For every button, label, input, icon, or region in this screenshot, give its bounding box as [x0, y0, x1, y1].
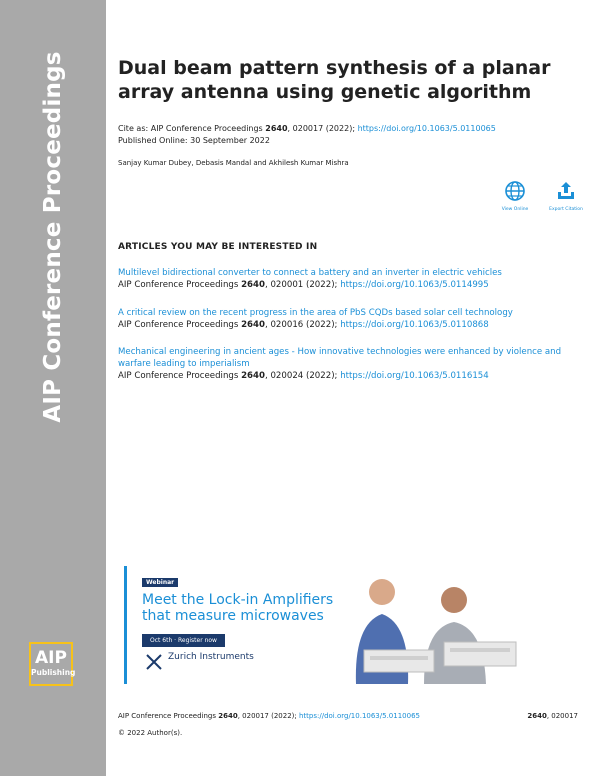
- citation-block: [118, 123, 496, 147]
- footer-journal: AIP Conference Proceedings: [118, 712, 219, 720]
- related-article: [118, 346, 570, 382]
- related-doi-link[interactable]: https://doi.org/10.1063/5.0114995: [340, 280, 489, 290]
- globe-icon: [504, 180, 526, 202]
- related-doi-link[interactable]: https://doi.org/10.1063/5.0116154: [340, 371, 489, 381]
- cite-doi-link[interactable]: https://doi.org/10.1063/5.0110065: [357, 124, 496, 133]
- related-article-title[interactable]: Mechanical engineering in ancient ages - How innovative technologies were enhanced by violence and warfare leading to imperialism: [118, 347, 562, 369]
- ad-accent-bar: [124, 566, 127, 684]
- authors: Sanjay Kumar Dubey, Debasis Mandal and Akhilesh Kumar Mishra: [118, 159, 349, 167]
- sidebar: [0, 0, 106, 776]
- related-article-citation: [118, 370, 570, 382]
- ad-webinar-tag: Webinar: [142, 578, 178, 587]
- ad-brand-name: Zurich Instruments: [168, 652, 254, 662]
- page-footer: [118, 712, 588, 720]
- logo-text-publishing: Publishing: [31, 668, 76, 677]
- export-citation-button[interactable]: [546, 180, 586, 212]
- export-icon: [555, 180, 577, 202]
- related-articles-heading: ARTICLES YOU MAY BE INTERESTED IN: [118, 242, 318, 252]
- aip-publishing-logo[interactable]: [29, 642, 76, 686]
- footer-page-number: , 020017: [546, 712, 578, 720]
- related-article: [118, 267, 570, 291]
- cite-rest: , 020017 (2022);: [287, 124, 358, 133]
- footer-volume: 2640: [218, 712, 238, 720]
- view-online-label: View Online: [501, 207, 529, 212]
- footer-page-volume: 2640: [527, 712, 547, 720]
- view-online-button[interactable]: [495, 180, 535, 212]
- footer-page-ref: [527, 712, 578, 720]
- related-journal: AIP Conference Proceedings: [118, 280, 242, 290]
- related-volume: 2640: [241, 371, 265, 381]
- related-doi-link[interactable]: https://doi.org/10.1063/5.0110868: [340, 320, 489, 330]
- related-journal: AIP Conference Proceedings: [118, 371, 242, 381]
- cite-volume: 2640: [265, 124, 288, 133]
- article-title: Dual beam pattern synthesis of a planar array antenna using genetic algorithm: [118, 57, 551, 103]
- export-citation-label: Export Citation: [549, 207, 583, 212]
- sidebar-journal-title: AIP Conference Proceedings: [40, 51, 66, 423]
- related-article-citation: [118, 319, 570, 331]
- related-article: [118, 307, 570, 331]
- footer-doi-link[interactable]: https://doi.org/10.1063/5.0110065: [298, 712, 420, 720]
- footer-rest: , 020017 (2022);: [237, 712, 299, 720]
- related-rest: , 020001 (2022);: [264, 280, 341, 290]
- related-volume: 2640: [241, 280, 265, 290]
- cite-prefix: Cite as: AIP Conference Proceedings: [118, 124, 266, 133]
- related-volume: 2640: [241, 320, 265, 330]
- copyright: © 2022 Author(s).: [118, 729, 183, 737]
- ad-register-button[interactable]: Oct 6th · Register now: [142, 634, 225, 647]
- advertisement-banner[interactable]: [124, 566, 528, 684]
- related-article-title[interactable]: Multilevel bidirectional converter to connect a battery and an inverter in electric vehicles: [118, 268, 502, 278]
- related-article-citation: [118, 279, 570, 291]
- related-journal: AIP Conference Proceedings: [118, 320, 242, 330]
- published-date: Published Online: 30 September 2022: [118, 136, 270, 145]
- related-rest: , 020024 (2022);: [264, 371, 341, 381]
- related-rest: , 020016 (2022);: [264, 320, 341, 330]
- ad-headline: Meet the Lock-in Amplifiers that measure microwaves: [142, 592, 334, 624]
- related-article-title[interactable]: A critical review on the recent progress in the area of PbS CQDs based solar cell technology: [118, 308, 513, 318]
- logo-text-aip: AIP: [35, 648, 67, 668]
- zurich-instruments-logo-icon: [146, 654, 162, 670]
- ad-photo-image: [334, 566, 528, 684]
